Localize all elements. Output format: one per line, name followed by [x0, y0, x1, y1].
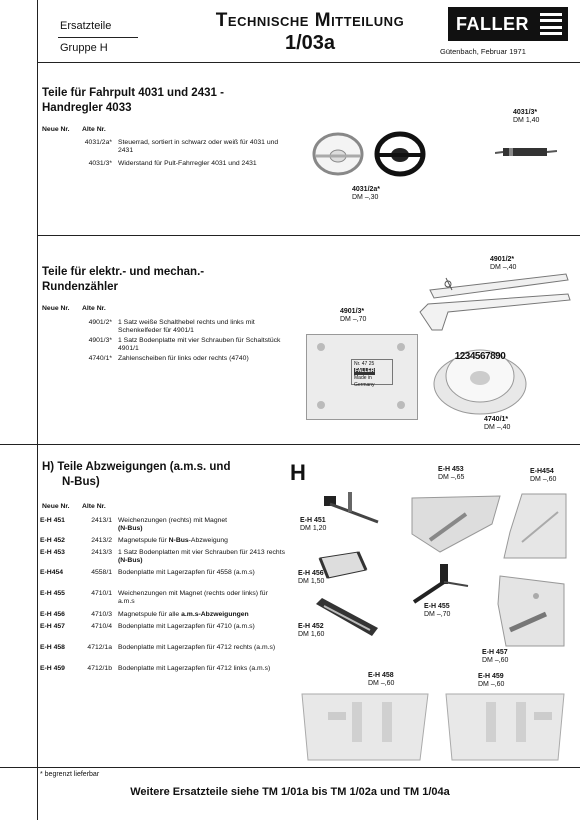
label-price: DM –,70: [424, 611, 451, 618]
label-eh451: [300, 517, 326, 533]
label-code: E-H 451: [300, 517, 326, 524]
col-header-old: Alte Nr.: [82, 503, 106, 510]
table-row: [40, 569, 286, 577]
section1-title-line1: Teile für Fahrpult 4031 und 2431 -: [42, 87, 224, 99]
item-description-bold: (N-Bus): [118, 557, 143, 565]
section3-title: [42, 460, 230, 490]
item-description: Bodenplatte mit Lagerzapfen für 4712 rechts (a.m.s): [118, 644, 276, 651]
ams-4710-plate-image: [496, 574, 568, 648]
label-code: 4901/3*: [340, 308, 365, 315]
footnote: * begrenzt lieferbar: [40, 771, 100, 778]
item-description-bold: a.m.s-Abzweigungen: [181, 611, 249, 618]
screw-hole-icon: [317, 343, 325, 351]
label-code: 4031/2a*: [352, 186, 381, 193]
big-letter-h: H: [290, 460, 306, 485]
item-old-number: 4901/2*: [88, 319, 112, 326]
item-new-number: E-H 452: [40, 537, 65, 544]
item-new-number: E-H 453: [40, 549, 65, 556]
label-code: E-H 456: [298, 570, 324, 577]
item-description: Weichenzungen mit Magnet (rechts oder links) für a.m.s: [118, 590, 268, 606]
section1-title-line2: Handregler 4033: [42, 102, 132, 114]
label-price: DM 1,60: [298, 631, 325, 638]
place-date: Gütenbach, Februar 1971: [440, 47, 526, 56]
screw-hole-icon: [317, 401, 325, 409]
label-code: 4740/1*: [484, 416, 509, 423]
footer-more-parts: Weitere Ersatzteile siehe TM 1/01a bis TM 1/02a und TM 1/04a: [130, 786, 450, 798]
label-price: DM –,40: [490, 264, 517, 271]
plate-brand: FALLER: [355, 368, 375, 374]
plate-label: [351, 359, 393, 388]
label-price: DM –,60: [478, 681, 505, 688]
ams-base-plate-image: [502, 492, 568, 562]
item-old-number: 4712/1a: [87, 644, 112, 651]
item-old-number: 4710/4: [91, 623, 112, 630]
item-description: Bodenplatte mit Lagerzapfen für 4558 (a.m.s): [118, 569, 255, 576]
switch-levers-image: [418, 272, 578, 332]
faller-logo: [448, 7, 568, 41]
header-group: Gruppe H: [60, 42, 108, 54]
table-row: [40, 549, 286, 566]
table-row: [40, 517, 286, 534]
list-item: [88, 160, 286, 168]
item-description: 1 Satz Bodenplatte mit vier Schrauben für Schaltstück 4901/1: [118, 337, 281, 353]
list-item: [88, 319, 286, 336]
table-row: [40, 644, 286, 652]
item-description: Weichenzungen (rechts) mit Magnet: [118, 517, 228, 524]
label-code: E-H 458: [368, 672, 394, 679]
label-price: DM –,30: [352, 194, 379, 201]
section2-title-line2: Rundenzähler: [42, 281, 119, 293]
screw-hole-icon: [397, 401, 405, 409]
item-new-number: E-H 456: [40, 611, 65, 618]
label-code: 4031/3*: [513, 109, 538, 116]
item-description: Magnetspule für: [118, 537, 169, 544]
steering-wheels-image: [308, 128, 434, 184]
label-price: DM 1,50: [298, 578, 325, 585]
label-eh454: [530, 468, 556, 484]
label-code: E-H454: [530, 468, 554, 475]
label-price: DM –,40: [484, 424, 511, 431]
table-row: [40, 590, 286, 607]
base-plate-image: [306, 334, 418, 420]
item-new-number: E-H 458: [40, 644, 65, 651]
item-old-number: 4901/3*: [88, 337, 112, 344]
item-description: 1 Satz Bodenplatten mit vier Schrauben für 2413 rechts: [118, 549, 285, 556]
label-price: DM –,65: [438, 474, 465, 481]
label-eh453: [438, 466, 464, 482]
item-description-end: -Abzweigung: [188, 537, 228, 544]
item-description: Bodenplatte mit Lagerzapfen für 4710 (a.m.s): [118, 623, 255, 630]
item-old-number: 4558/1: [91, 569, 112, 576]
label-price: DM –,60: [482, 657, 509, 664]
label-4901-2: [490, 256, 516, 272]
item-old-number: 4712/1b: [87, 665, 112, 672]
header-spare-parts: Ersatzteile: [60, 20, 112, 32]
footer-divider: [0, 767, 580, 768]
logo-bars-icon: [540, 13, 562, 35]
item-new-number: E-H 457: [40, 623, 65, 630]
ams-switch-tongue-image: [410, 562, 470, 604]
label-4031-3: [513, 109, 539, 125]
item-new-number: E-H 451: [40, 517, 65, 524]
section2-title: [42, 265, 204, 295]
resistor-image: [495, 140, 557, 164]
section3-title-line2: N-Bus): [62, 476, 100, 488]
header-rule-small: [58, 37, 138, 38]
switch-tongue-image: [320, 490, 382, 530]
item-description: Widerstand für Pult-Fahrregler 4031 und 2431: [118, 160, 257, 167]
label-4740-1: [484, 416, 510, 432]
table-row: [40, 611, 286, 619]
label-price: DM –,70: [340, 316, 367, 323]
issue-number: 1/03a: [284, 32, 336, 54]
item-new-number: E-H454: [40, 569, 64, 576]
label-4031-2a: [352, 186, 380, 202]
label-eh456: [298, 570, 324, 586]
screw-hole-icon: [397, 343, 405, 351]
table-row: [40, 665, 286, 673]
item-description: Zahlenscheiben für links oder rechts (4740): [118, 355, 249, 362]
ams-4712-left-plate-image: [442, 692, 568, 762]
ams-4712-right-plate-image: [298, 692, 432, 762]
label-eh459: [478, 673, 504, 689]
col-header-old: Alte Nr.: [82, 126, 106, 133]
item-description-bold: N-Bus: [168, 537, 189, 544]
item-description: Steuerrad, sortiert in schwarz oder weiß für 4031 und 2431: [118, 139, 279, 155]
logo-text: FALLER: [456, 13, 529, 34]
col-header-new: Neue Nr.: [42, 305, 70, 312]
label-code: E-H 452: [298, 623, 324, 630]
item-old-number: 2413/2: [91, 537, 112, 544]
item-old-number: 2413/3: [91, 549, 112, 556]
section3-title-line1: H) Teile Abzweigungen (a.m.s. und: [42, 461, 231, 473]
magnet-coil-image: [318, 550, 368, 580]
section2-divider: [0, 444, 580, 445]
label-price: DM –,60: [368, 680, 395, 687]
item-description-bold: (N-Bus): [118, 525, 143, 533]
label-code: E-H 453: [438, 466, 464, 473]
label-eh458: [368, 672, 394, 688]
label-eh457: [482, 649, 508, 665]
section1-divider: [37, 235, 580, 236]
list-item: [88, 355, 286, 363]
item-new-number: E-H 459: [40, 665, 65, 672]
list-item: [88, 337, 286, 354]
item-description: Bodenplatte mit Lagerzapfen für 4712 links (a.m.s): [118, 665, 271, 672]
plate-made: Made in Germany: [354, 375, 375, 388]
bus-base-plate-image: [410, 494, 502, 554]
label-eh452: [298, 623, 324, 639]
plate-number: Nr. 47 25: [354, 361, 375, 367]
item-description: 1 Satz weiße Schalthebel rechts und links mit Schenkelfeder für 4901/1: [118, 319, 255, 335]
list-item: [84, 139, 286, 156]
section2-title-line1: Teile für elektr.- und mechan.-: [42, 266, 205, 278]
label-price: DM –,60: [530, 476, 557, 483]
label-code: E-H 459: [478, 673, 504, 680]
col-header-old: Alte Nr.: [82, 305, 106, 312]
header-divider: [37, 62, 580, 63]
label-eh455: [424, 603, 450, 619]
page-title: Technische Mitteilung: [215, 10, 405, 31]
label-4901-3: [340, 308, 366, 324]
section1-title: [42, 86, 224, 116]
disc-digits: 1234567890: [454, 351, 506, 362]
col-header-new: Neue Nr.: [42, 503, 70, 510]
label-code: E-H 457: [482, 649, 508, 656]
item-old-number: 4031/2a*: [84, 139, 112, 146]
item-new-number: E-H 455: [40, 590, 65, 597]
table-row: [40, 623, 286, 631]
label-code: 4901/2*: [490, 256, 515, 263]
item-old-number: 4031/3*: [88, 160, 112, 167]
item-description: Magnetspule für alle: [118, 611, 182, 618]
item-old-number: 2413/1: [91, 517, 112, 524]
item-old-number: 4710/3: [91, 611, 112, 618]
label-price: DM 1,40: [513, 117, 540, 124]
label-code: E-H 455: [424, 603, 450, 610]
left-margin-rule: [37, 0, 38, 820]
item-old-number: 4740/1*: [88, 355, 112, 362]
item-old-number: 4710/1: [91, 590, 112, 597]
table-row: [40, 537, 286, 545]
label-price: DM 1,20: [300, 525, 327, 532]
col-header-new: Neue Nr.: [42, 126, 70, 133]
